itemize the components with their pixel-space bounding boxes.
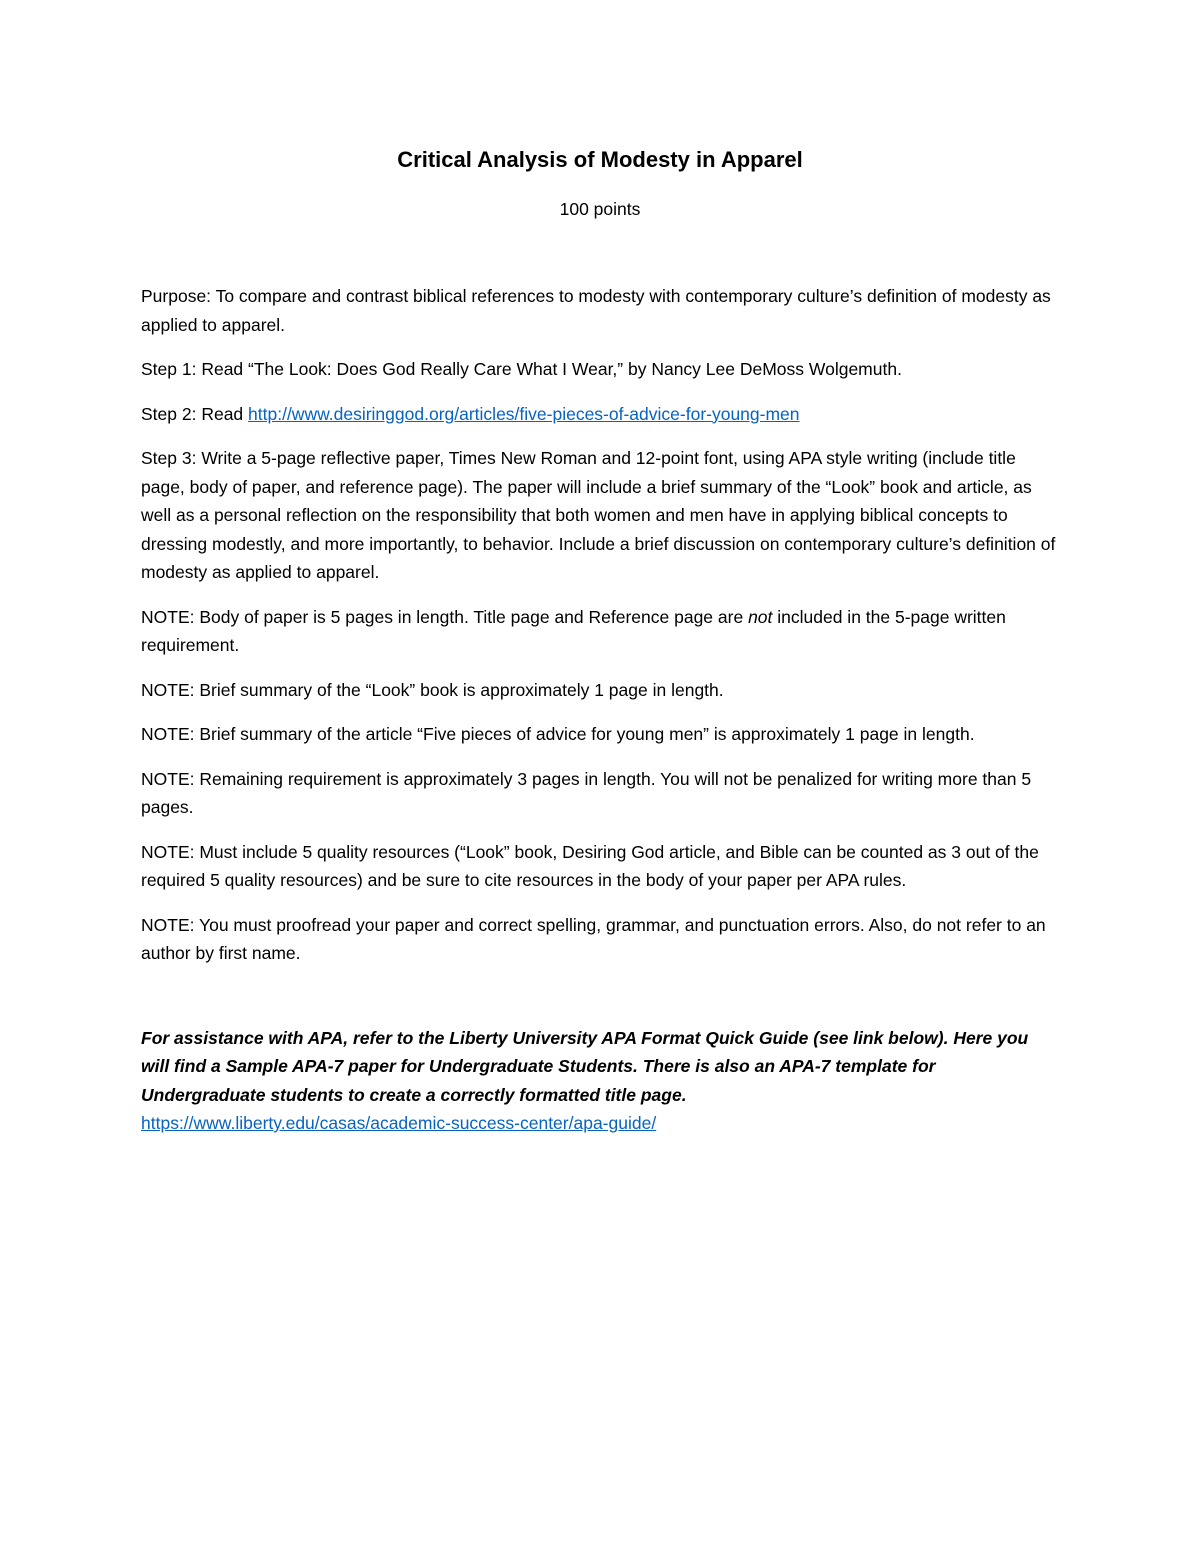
apa-assistance-paragraph [141, 1024, 1061, 1138]
document-title: Critical Analysis of Modesty in Apparel [397, 147, 803, 172]
note-5-paragraph: NOTE: Must include 5 quality resources (“Look” book, Desiring God article, and Bible can be counted as 3 out of the required 5 quality resources) and be sure to cite resources in the body of your paper per APA rules. [141, 841, 1039, 890]
note-1-text-start: NOTE: Body of paper is 5 pages in length. Title page and Reference page are [141, 606, 749, 627]
apa-assistance-text: For assistance with APA, refer to the Liberty University APA Format Quick Guide (see link below). Here you will find a Sample APA-7 paper for Undergraduate Students. There is also an APA-7 template for Undergraduate students to create a correctly formatted title page. [141, 1027, 1029, 1105]
note-3-paragraph: NOTE: Brief summary of the article “Five pieces of advice for young men” is approximately 1 page in length. [141, 724, 975, 744]
step-2-paragraph [141, 400, 1061, 429]
points-value: 100 points [559, 199, 641, 219]
note-4-paragraph: NOTE: Remaining requirement is approximately 3 pages in length. You will not be penalized for writing more than 5 pages. [141, 768, 1032, 817]
note-1-text-end: included in the 5-page written requirement. [141, 606, 1006, 655]
step-1-paragraph: Step 1: Read “The Look: Does God Really Care What I Wear,” by Nancy Lee DeMoss Wolgemuth. [141, 359, 902, 379]
purpose-paragraph: Purpose: To compare and contrast biblical references to modesty with contemporary culture’s definition of modesty as applied to apparel. [141, 286, 1051, 335]
document-body [141, 282, 1061, 1154]
step-2-label: Step 2: Read [141, 403, 249, 424]
desiring-god-link[interactable]: http://www.desiringgod.org/articles/five-pieces-of-advice-for-young-men [248, 403, 800, 424]
apa-guide-link[interactable]: https://www.liberty.edu/casas/academic-success-center/apa-guide/ [141, 1113, 657, 1133]
note-1-paragraph [141, 603, 1061, 660]
note-6-paragraph: NOTE: You must proofread your paper and correct spelling, grammar, and punctuation errors. Also, do not refer to an author by first name. [141, 914, 1046, 963]
note-1-emphasis: not [748, 606, 773, 627]
note-2-paragraph: NOTE: Brief summary of the “Look” book is approximately 1 page in length. [141, 679, 724, 700]
step-3-paragraph: Step 3: Write a 5-page reflective paper, Times New Roman and 12-point font, using APA style writing (include title page, body of paper, and reference page). The paper will include a brief summary of the “Look” book and article, as well as a personal reflection on the responsibility that both women and men have in applying biblical concepts to dressing modestly, and more importantly, to behavior. Include a brief discussion on contemporary culture’s definition of modesty as applied to apparel. [141, 448, 1056, 582]
